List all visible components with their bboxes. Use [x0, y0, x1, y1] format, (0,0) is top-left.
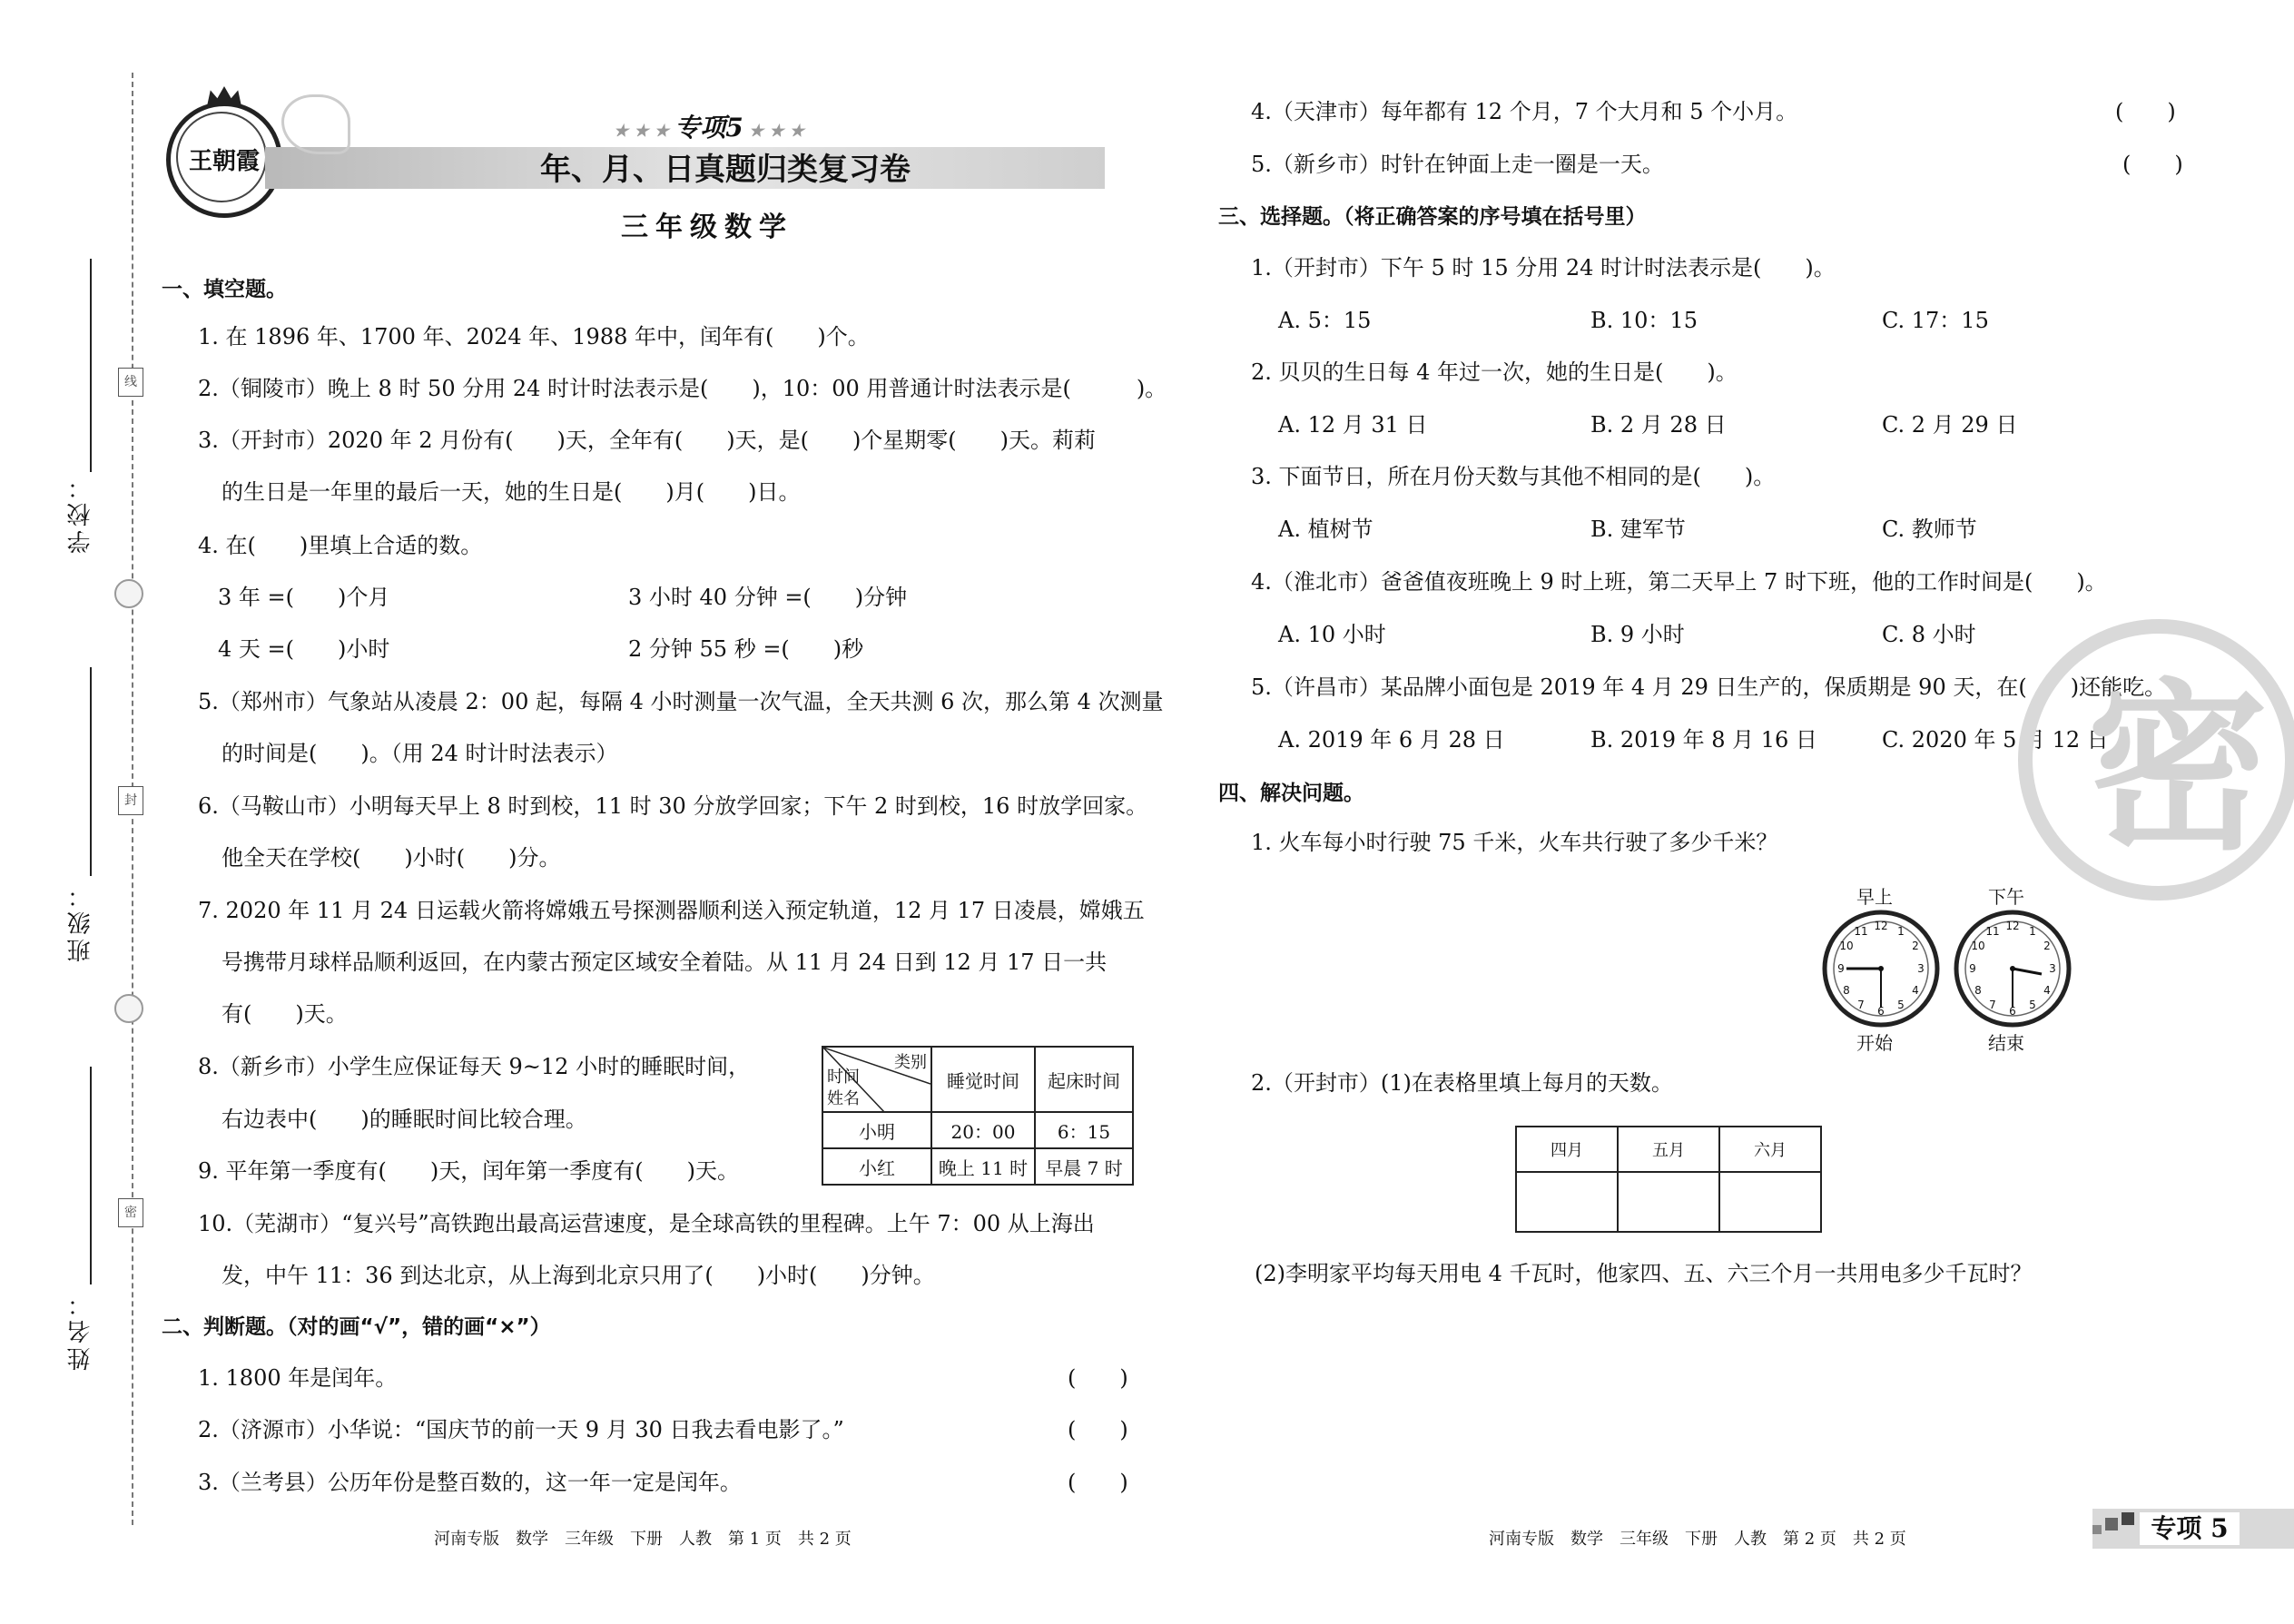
option: C. 2 月 29 日 — [1882, 412, 2018, 438]
q4-2: 2.（开封市）(1)在表格里填上每月的天数。 — [1251, 1070, 1673, 1096]
q2-1: 1. 1800 年是闰年。 — [198, 1365, 398, 1391]
q2-3: 3.（兰考县）公历年份是整百数的，这一年一定是闰年。 — [198, 1470, 742, 1495]
footer-left: 河南专版 数学 三年级 下册 人教 第 1 页 共 2 页 — [434, 1530, 852, 1549]
q4-1: 1. 火车每小时行驶 75 千米，火车共行驶了多少千米？ — [1251, 830, 1778, 855]
class-label: 班级： — [67, 881, 94, 962]
q1-2: 2.（铜陵市）晚上 8 时 50 分用 24 时计时法表示是( )，10：00 用普通计时法表示是( )。 — [198, 376, 1167, 401]
table-cell: 早晨 7 时 — [1035, 1148, 1133, 1185]
corner-mid: 时间 — [827, 1068, 860, 1087]
q1-6-cont: 他全天在学校( )小时( )分。 — [222, 845, 561, 871]
stamp-glyph: 密 — [2087, 664, 2269, 875]
option: C. 教师节 — [1882, 517, 1977, 542]
name-label: 姓名： — [67, 1289, 94, 1371]
seal-mark-bottom: 密 — [118, 1198, 143, 1227]
option: A. 12 月 31 日 — [1278, 412, 1428, 438]
month-days-cell[interactable] — [1719, 1172, 1821, 1232]
clock2-bottom-label: 结束 — [1988, 1032, 2024, 1054]
svg-text:2: 2 — [1912, 940, 1919, 952]
section-3-title: 三、选择题。（将正确答案的序号填在括号里） — [1218, 205, 1647, 229]
confidential-stamp — [2018, 619, 2294, 901]
month-header: 五月 — [1618, 1127, 1719, 1172]
q1-9: 9. 平年第一季度有( )天，闰年第一季度有( )天。 — [198, 1158, 739, 1184]
section-2-title: 二、判断题。（对的画“√”，错的画“×”） — [162, 1315, 551, 1339]
answer-paren[interactable]: ( ) — [1068, 1470, 1128, 1495]
table-row — [822, 1112, 1133, 1148]
svg-text:8: 8 — [1843, 984, 1850, 997]
footer-right: 河南专版 数学 三年级 下册 人教 第 2 页 共 2 页 — [1489, 1530, 1906, 1549]
option: A. 10 小时 — [1278, 622, 1386, 647]
option: B. 2019 年 8 月 16 日 — [1590, 727, 1817, 753]
month-header: 四月 — [1516, 1127, 1618, 1172]
q3-2: 2. 贝贝的生日每 4 年过一次，她的生日是( )。 — [1251, 359, 1738, 385]
clock-morning-icon — [1819, 908, 1943, 1029]
answer-paren[interactable]: ( ) — [2115, 99, 2176, 124]
page-title: 年、月、日真题归类复习卷 — [540, 152, 911, 188]
ribbon-icon — [281, 94, 350, 154]
q3-5: 5.（许昌市）某品牌小面包是 2019 年 4 月 29 日生产的，保质期是 90 天，在( )还能吃。 — [1251, 674, 2167, 700]
star-icon: ★ ★ ★ — [743, 122, 804, 141]
q1-4d: 2 分钟 55 秒 =( )秒 — [628, 636, 864, 662]
q2-4: 4.（天津市）每年都有 12 个月，7 个大月和 5 个小月。 — [1251, 99, 1798, 124]
svg-text:8: 8 — [1974, 984, 1982, 997]
clock1-bottom-label: 开始 — [1856, 1032, 1893, 1054]
star-icon: ★ ★ ★ — [614, 122, 675, 141]
q1-4: 4. 在( )里填上合适的数。 — [198, 533, 483, 558]
option: C. 8 小时 — [1882, 622, 1976, 647]
crown-icon — [207, 86, 241, 106]
month-days-cell[interactable] — [1618, 1172, 1719, 1232]
svg-text:7: 7 — [1989, 999, 1996, 1011]
q1-7: 7. 2020 年 11 月 24 日运载火箭将嫦娥五号探测器顺利送入预定轨道，12 月 17 日凌晨，嫦娥五 — [198, 898, 1145, 923]
q1-7-cont2: 有( )天。 — [222, 1001, 348, 1027]
section-4-title: 四、解决问题。 — [1218, 782, 1364, 805]
clock-afternoon-icon — [1951, 908, 2074, 1029]
option: B. 10：15 — [1590, 308, 1698, 333]
months-table — [1515, 1126, 1822, 1233]
q1-10: 10.（芜湖市）“复兴号”高铁跑出最高运营速度，是全球高铁的里程碑。上午 7：00 从上海出 — [198, 1211, 1095, 1236]
option: B. 9 小时 — [1590, 622, 1685, 647]
svg-text:10: 10 — [1971, 940, 1985, 952]
svg-text:1: 1 — [1897, 925, 1905, 938]
q1-3-cont: 的生日是一年里的最后一天，她的生日是( )月( )日。 — [222, 479, 801, 505]
ornament-icon — [114, 994, 143, 1023]
q1-5: 5.（郑州市）气象站从凌晨 2：00 起，每隔 4 小时测量一次气温，全天共测 6 次，那么第 4 次测量 — [198, 689, 1164, 714]
svg-text:10: 10 — [1839, 940, 1854, 952]
option: A. 植树节 — [1278, 517, 1373, 542]
table-header: 起床时间 — [1035, 1047, 1133, 1112]
q1-4b: 3 小时 40 分钟 =( )分钟 — [628, 585, 908, 610]
svg-text:6: 6 — [2009, 1005, 2016, 1018]
q2-2: 2.（济源市）小华说：“国庆节的前一天 9 月 30 日我去看电影了。” — [198, 1417, 844, 1442]
svg-text:1: 1 — [2029, 925, 2036, 938]
q1-1: 1. 在 1896 年、1700 年、2024 年、1988 年中，闰年有( )个。 — [198, 324, 870, 349]
q3-3: 3. 下面节日，所在月份天数与其他不相同的是( )。 — [1251, 464, 1776, 489]
corner-badge-text: 专项 5 — [2140, 1512, 2240, 1545]
q1-4a: 3 年 =( )个月 — [218, 585, 390, 610]
corner-bottom: 姓名 — [827, 1089, 860, 1108]
option: B. 建军节 — [1590, 517, 1686, 542]
svg-text:6: 6 — [1877, 1005, 1885, 1018]
option: A. 5：15 — [1278, 308, 1372, 333]
svg-text:4: 4 — [2043, 984, 2051, 997]
svg-text:7: 7 — [1857, 999, 1865, 1011]
svg-text:5: 5 — [1897, 999, 1905, 1011]
option: B. 2 月 28 日 — [1590, 412, 1727, 438]
table-cell: 20：00 — [931, 1112, 1035, 1148]
table-row — [822, 1148, 1133, 1185]
answer-paren[interactable]: ( ) — [1068, 1365, 1128, 1391]
corner-badge — [2092, 1509, 2294, 1549]
q1-5-cont: 的时间是( )。（用 24 时计时法表示） — [222, 741, 618, 766]
svg-text:3: 3 — [2049, 962, 2056, 975]
q1-8-cont: 右边表中( )的睡眠时间比较合理。 — [222, 1107, 587, 1132]
svg-text:5: 5 — [2029, 999, 2036, 1011]
q1-3: 3.（开封市）2020 年 2 月份有( )天，全年有( )天，是( )个星期零( )天。莉莉 — [198, 428, 1097, 453]
option: A. 2019 年 6 月 28 日 — [1278, 727, 1505, 753]
class-field[interactable] — [90, 667, 92, 876]
q1-4c: 4 天 =( )小时 — [218, 636, 390, 662]
svg-text:2: 2 — [2043, 940, 2051, 952]
month-header: 六月 — [1719, 1127, 1821, 1172]
q3-1: 1.（开封市）下午 5 时 15 分用 24 时计时法表示是( )。 — [1251, 255, 1836, 281]
q1-10-cont: 发，中午 11：36 到达北京，从上海到北京只用了( )小时( )分钟。 — [222, 1263, 935, 1288]
clock2-top-label: 下午 — [1988, 886, 2024, 908]
q1-6: 6.（马鞍山市）小明每天早上 8 时到校，11 时 30 分放学回家；下午 2 时到校，16 时放学回家。 — [198, 793, 1148, 819]
clock1-top-label: 早上 — [1856, 886, 1893, 908]
topic-tag: 专项5 — [674, 113, 743, 143]
name-field[interactable] — [90, 1067, 92, 1284]
logo-text: 王朝霞 — [188, 148, 260, 175]
q4-2b: (2)李明家平均每天用电 4 千瓦时，他家四、五、六三个月一共用电多少千瓦时？ — [1255, 1261, 2033, 1286]
svg-text:9: 9 — [1837, 962, 1845, 975]
corner-top: 类别 — [894, 1053, 927, 1072]
answer-paren[interactable]: ( ) — [1068, 1417, 1128, 1442]
school-field[interactable] — [90, 259, 92, 472]
option: C. 2020 年 5 月 12 日 — [1882, 727, 2109, 753]
seal-mark-mid: 封 — [118, 786, 143, 815]
table-header: 睡觉时间 — [931, 1047, 1035, 1112]
table-corner-cell — [822, 1047, 931, 1112]
option: C. 17：15 — [1882, 308, 1989, 333]
q1-7-cont: 号携带月球样品顺利返回，在内蒙古预定区域安全着陆。从 11 月 24 日到 12 月 17 日一共 — [222, 950, 1108, 975]
table-cell: 小明 — [822, 1112, 931, 1148]
svg-text:12: 12 — [1874, 920, 1888, 932]
svg-text:12: 12 — [2005, 920, 2020, 932]
page-subtitle: 三年级数学 — [621, 212, 793, 243]
q2-5: 5.（新乡市）时针在钟面上走一圈是一天。 — [1251, 152, 1664, 177]
svg-text:3: 3 — [1917, 962, 1925, 975]
q3-4: 4.（淮北市）爸爸值夜班晚上 9 时上班，第二天早上 7 时下班，他的工作时间是( )。 — [1251, 569, 2107, 595]
table-cell: 小红 — [822, 1148, 931, 1185]
ornament-icon — [114, 579, 143, 608]
table-cell: 6：15 — [1035, 1112, 1133, 1148]
sleep-table — [822, 1046, 1134, 1186]
section-1-title: 一、填空题。 — [162, 278, 287, 301]
table-cell: 晚上 11 时 — [931, 1148, 1035, 1185]
svg-text:11: 11 — [1985, 925, 2000, 938]
answer-paren[interactable]: ( ) — [2122, 152, 2183, 177]
svg-text:11: 11 — [1854, 925, 1868, 938]
month-days-cell[interactable] — [1516, 1172, 1618, 1232]
svg-text:4: 4 — [1912, 984, 1919, 997]
school-label: 学校： — [67, 472, 94, 554]
seal-mark-top: 线 — [118, 368, 143, 397]
q1-8: 8.（新乡市）小学生应保证每天 9~12 小时的睡眠时间， — [198, 1054, 751, 1079]
svg-text:9: 9 — [1969, 962, 1976, 975]
